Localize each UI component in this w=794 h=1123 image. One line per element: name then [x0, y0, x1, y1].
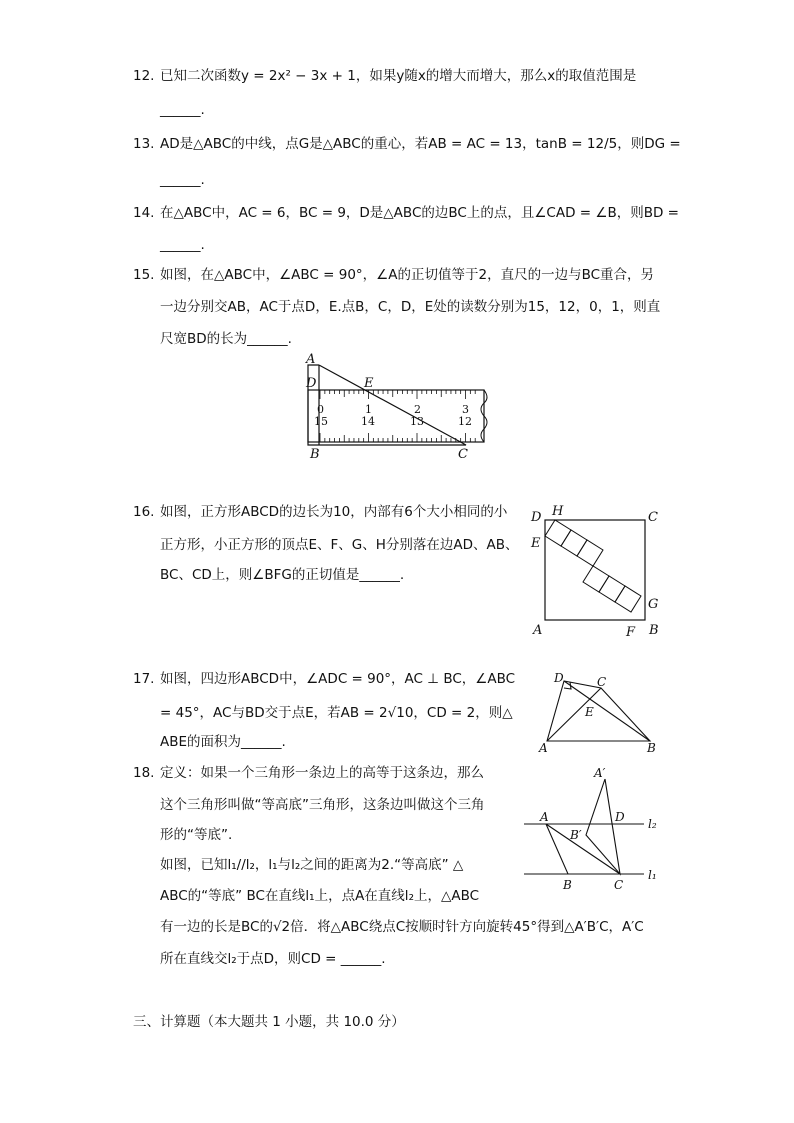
q15-top-tick-2: 2 — [414, 403, 421, 416]
q18-triangle-a1b1c — [586, 779, 620, 874]
question-15-line-1: 如图，在△ABC中，∠ABC = 90°，∠A的正切值等于2，直尺的一边与BC重合，另 — [160, 267, 655, 283]
q15-label-a: A — [306, 352, 316, 367]
question-16-number: 16. — [133, 504, 155, 520]
q17-label-d: D — [554, 671, 564, 685]
question-14-line-1: 在△ABC中，AC = 6，BC = 9，D是△ABC的边BC上的点，且∠CAD = ∠B，则BD = — [160, 205, 679, 221]
question-18-number: 18. — [133, 765, 155, 781]
question-18-line-4: 如图，已知l₁//l₂，l₁与l₂之间的距离为2.“等高底” △ — [160, 857, 464, 873]
question-14-line-2: ______. — [160, 237, 205, 253]
question-13-line-1: AD是△ABC的中线，点G是△ABC的重心，若AB = AC = 13，tanB = 12/5，则DG = — [160, 136, 681, 152]
q17-label-e: E — [585, 705, 594, 719]
q17-label-b: B — [647, 741, 656, 753]
q15-top-tick-3: 3 — [462, 403, 469, 416]
q18-label-b: B — [563, 878, 572, 892]
section-heading-calculation: 三、计算题（本大题共 1 小题，共 10.0 分） — [133, 1014, 405, 1030]
q18-label-l1: l₁ — [648, 868, 657, 882]
question-13-number: 13. — [133, 136, 155, 152]
q15-bottom-tick-14: 14 — [361, 415, 375, 428]
q18-label-a1: A′ — [594, 766, 606, 780]
q16-label-c: C — [648, 510, 658, 525]
q18-rotation-figure — [522, 765, 664, 895]
question-18-line-5: ABC的“等底” BC在直线l₁上，点A在直线l₂上，△ABC — [160, 888, 480, 904]
question-12-number: 12. — [133, 68, 155, 84]
question-18-line-7: 所在直线交l₂于点D，则CD = ______. — [160, 951, 386, 967]
q15-top-tick-0: 0 — [317, 403, 324, 416]
q16-label-f: F — [626, 625, 636, 640]
q15-label-d: D — [306, 376, 317, 391]
question-13-line-2: ______. — [160, 172, 205, 188]
q18-label-a: A — [540, 810, 549, 824]
q16-label-e: E — [531, 536, 541, 551]
q15-top-tick-1: 1 — [365, 403, 372, 416]
q15-triangle — [308, 365, 466, 445]
q15-ruler-figure — [300, 350, 500, 465]
question-17-line-3: ABE的面积为______. — [160, 734, 286, 750]
question-16-line-1: 如图，正方形ABCD的边长为10，内部有6个大小相同的小 — [160, 504, 508, 520]
q17-label-c: C — [597, 675, 607, 689]
q18-label-l2: l₂ — [648, 817, 657, 831]
q15-bottom-tick-15: 15 — [314, 415, 328, 428]
q18-label-d: D — [615, 810, 625, 824]
q15-label-c: C — [458, 447, 468, 462]
question-12-line-2: ______. — [160, 102, 205, 118]
q16-small-squares — [545, 520, 641, 612]
question-18-line-6: 有一边的长是BC的√2倍．将△ABC绕点C按顺时针方向旋转45°得到△A′B′C，A′C — [160, 919, 644, 935]
question-18-line-1: 定义：如果一个三角形一条边上的高等于这条边，那么 — [160, 765, 484, 781]
q15-bottom-tick-13: 13 — [410, 415, 424, 428]
question-12-line-1: 已知二次函数y = 2x² − 3x + 1，如果y随x的增大而增大，那么x的取值范围是 — [160, 68, 637, 84]
q15-label-e: E — [364, 376, 374, 391]
question-15-line-2: 一边分别交AB，AC于点D，E.点B，C，D，E处的读数分别为15，12，0，1，则直 — [160, 299, 661, 315]
question-17-line-1: 如图，四边形ABCD中，∠ADC = 90°，AC ⊥ BC，∠ABC — [160, 671, 516, 687]
q17-label-a: A — [539, 741, 548, 753]
question-16-line-2: 正方形，小正方形的顶点E、F、G、H分别落在边AD、AB、 — [160, 537, 519, 553]
question-17-line-2: = 45°，AC与BD交于点E，若AB = 2√10，CD = 2，则△ — [160, 705, 513, 721]
q17-quadrilateral-figure — [535, 668, 665, 753]
question-18-line-3: 形的“等底”. — [160, 827, 233, 843]
q15-bottom-tick-12: 12 — [458, 415, 472, 428]
question-14-number: 14. — [133, 205, 155, 221]
q16-label-h: H — [552, 504, 564, 519]
q16-big-square — [545, 520, 645, 620]
q15-label-b: B — [310, 447, 320, 462]
q16-label-g: G — [648, 597, 659, 612]
q16-label-b: B — [649, 623, 659, 638]
q18-label-c: C — [614, 878, 624, 892]
q16-label-d: D — [531, 510, 542, 525]
question-18-line-2: 这个三角形叫做“等高底”三角形，这条边叫做这个三角 — [160, 797, 485, 813]
q16-square-figure — [525, 500, 670, 645]
question-15-number: 15. — [133, 267, 155, 283]
q18-triangle-abc — [546, 824, 620, 874]
q15-ruler-ticks — [320, 390, 475, 442]
question-17-number: 17. — [133, 671, 155, 687]
question-16-line-3: BC、CD上，则∠BFG的正切值是______. — [160, 567, 405, 583]
q16-label-a: A — [533, 623, 543, 638]
q18-label-b1: B′ — [570, 828, 582, 842]
question-15-line-3: 尺宽BD的长为______. — [160, 331, 292, 347]
